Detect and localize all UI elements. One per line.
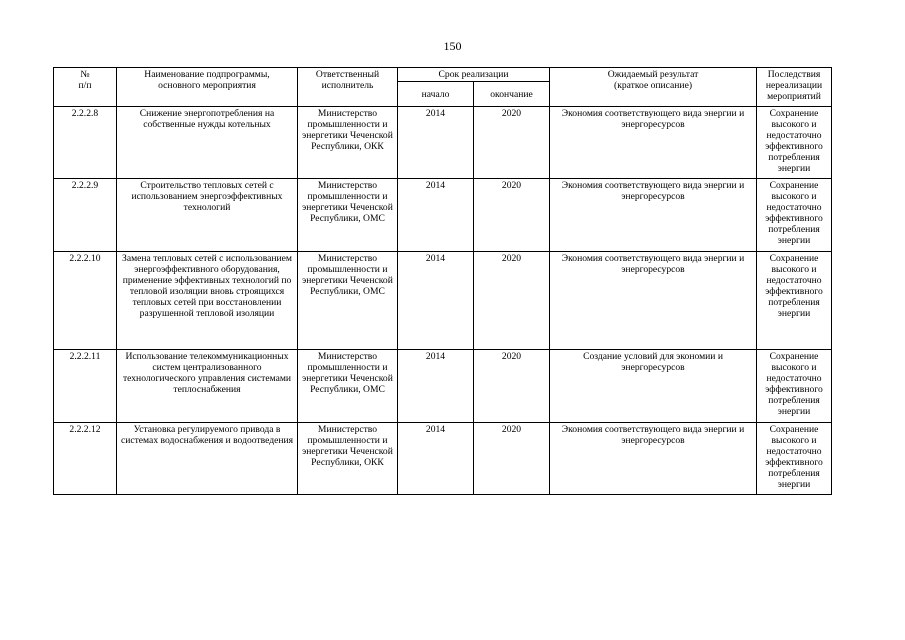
- cell-num: 2.2.2.10: [54, 252, 117, 350]
- cell-name: Снижение энергопотребления на собственные нужды котельных: [117, 107, 298, 179]
- cell-executor: Министерство промышленности и энергетики Чеченской Республики, ОМС: [298, 179, 398, 252]
- cell-consequences: Сохранение высокого и недостаточно эффективного потребления энергии: [757, 107, 832, 179]
- cell-start: 2014: [398, 252, 474, 350]
- header-end: окончание: [474, 82, 550, 107]
- measures-table: [53, 67, 832, 495]
- cell-name: Использование телекоммуникационных систем централизованного технологического управления системами теплоснабжения: [117, 350, 298, 423]
- cell-start: 2014: [398, 423, 474, 495]
- header-row: [54, 68, 832, 82]
- cell-executor: Министерство промышленности и энергетики Чеченской Республики, ОКК: [298, 107, 398, 179]
- table-row: [54, 423, 832, 495]
- cell-num: 2.2.2.11: [54, 350, 117, 423]
- header-result: Ожидаемый результат (краткое описание): [550, 68, 757, 107]
- cell-num: 2.2.2.9: [54, 179, 117, 252]
- cell-num: 2.2.2.12: [54, 423, 117, 495]
- cell-num: 2.2.2.8: [54, 107, 117, 179]
- cell-name: Установка регулируемого привода в системах водоснабжения и водоотведения: [117, 423, 298, 495]
- cell-start: 2014: [398, 107, 474, 179]
- header-start: начало: [398, 82, 474, 107]
- cell-end: 2020: [474, 107, 550, 179]
- cell-end: 2020: [474, 350, 550, 423]
- header-name: Наименование подпрограммы, основного мероприятия: [117, 68, 298, 107]
- cell-end: 2020: [474, 423, 550, 495]
- header-executor: Ответственный исполнитель: [298, 68, 398, 107]
- header-num: № п/п: [54, 68, 117, 107]
- table-row: [54, 179, 832, 252]
- table-row: [54, 252, 832, 350]
- cell-executor: Министерство промышленности и энергетики Чеченской Республики, ОКК: [298, 423, 398, 495]
- table-row: [54, 350, 832, 423]
- cell-result: Экономия соответствующего вида энергии и энергоресурсов: [550, 423, 757, 495]
- cell-result: Создание условий для экономии и энергоресурсов: [550, 350, 757, 423]
- cell-consequences: Сохранение высокого и недостаточно эффективного потребления энергии: [757, 179, 832, 252]
- cell-start: 2014: [398, 350, 474, 423]
- cell-name: Строительство тепловых сетей с использованием энергоэффективных технологий: [117, 179, 298, 252]
- cell-end: 2020: [474, 179, 550, 252]
- cell-result: Экономия соответствующего вида энергии и энергоресурсов: [550, 179, 757, 252]
- cell-executor: Министерство промышленности и энергетики Чеченской Республики, ОМС: [298, 350, 398, 423]
- cell-consequences: Сохранение высокого и недостаточно эффективного потребления энергии: [757, 350, 832, 423]
- cell-consequences: Сохранение высокого и недостаточно эффективного потребления энергии: [757, 252, 832, 350]
- page-number: 150: [443, 39, 462, 53]
- header-consequences: Последствия нереализации мероприятий: [757, 68, 832, 107]
- cell-start: 2014: [398, 179, 474, 252]
- cell-consequences: Сохранение высокого и недостаточно эффективного потребления энергии: [757, 423, 832, 495]
- cell-executor: Министерство промышленности и энергетики Чеченской Республики, ОМС: [298, 252, 398, 350]
- cell-end: 2020: [474, 252, 550, 350]
- table-row: [54, 107, 832, 179]
- cell-name: Замена тепловых сетей с использованием энергоэффективного оборудования, применение эффективных технологий по тепловой изоляции вновь строящихся тепловых сетей при восстановлении разрушенной тепловой изоляции: [117, 252, 298, 350]
- cell-result: Экономия соответствующего вида энергии и энергоресурсов: [550, 252, 757, 350]
- cell-result: Экономия соответствующего вида энергии и энергоресурсов: [550, 107, 757, 179]
- header-period: Срок реализации: [398, 68, 550, 82]
